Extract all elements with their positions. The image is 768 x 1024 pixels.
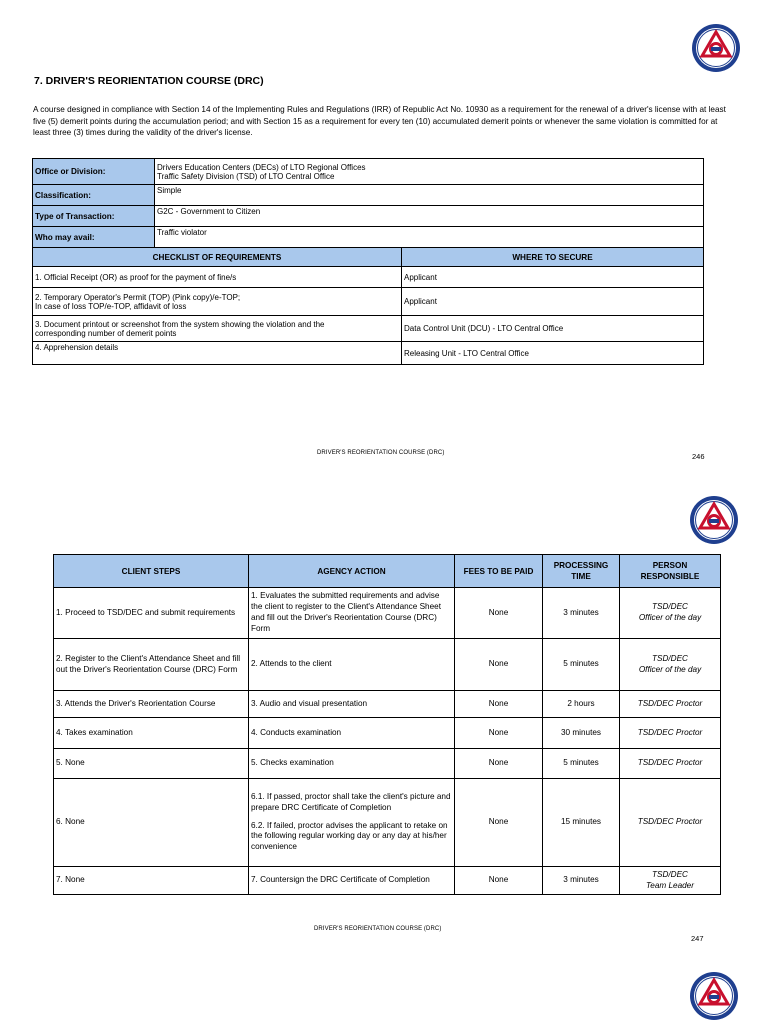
- time-cell: 30 minutes: [543, 718, 620, 749]
- agency-action-text-1: 6.1. If passed, proctor shall take the client's picture and prepare DRC Certificate of Completion: [251, 792, 451, 812]
- client-steps-header: CLIENT STEPS: [54, 555, 249, 588]
- table-row: [54, 588, 721, 639]
- where-cell: Applicant: [402, 288, 704, 316]
- fees-cell: None: [455, 718, 543, 749]
- agency-action-cell: 1. Evaluates the submitted requirements and advise the client to register to the Client's Attendance Sheet and fill out the Driver's Reorientation Course (DRC) Form: [249, 588, 455, 639]
- agency-action-cell: 3. Audio and visual presentation: [249, 691, 455, 718]
- table-row: [54, 779, 721, 867]
- page-title: 7. DRIVER'S REORIENTATION COURSE (DRC): [34, 75, 264, 87]
- page-number: 247: [691, 934, 704, 943]
- person-line-1: TSD/DEC: [652, 653, 688, 663]
- client-steps-table: [53, 554, 721, 895]
- office-value: [155, 159, 704, 185]
- classification-row: [33, 185, 704, 206]
- person-line-1: TSD/DEC: [652, 602, 688, 612]
- client-step-cell: 2. Register to the Client's Attendance Sheet and fill out the Driver's Reorientation Course (DRC) Form: [54, 639, 249, 691]
- time-cell: 15 minutes: [543, 779, 620, 867]
- requirement-text-2: In case of loss TOP/e-TOP, affidavit of loss: [35, 301, 187, 311]
- person-cell: [620, 639, 721, 691]
- table-row: [54, 749, 721, 779]
- avail-label: Who may avail:: [33, 227, 155, 248]
- requirement-text: 4. Apprehension details: [35, 343, 119, 352]
- person-line-2: Officer of the day: [638, 613, 702, 622]
- fees-cell: None: [455, 779, 543, 867]
- requirement-cell: [33, 342, 402, 365]
- time-cell: 3 minutes: [543, 588, 620, 639]
- checklist-header-row: [33, 248, 704, 267]
- page-footer: DRIVER'S REORIENTATION COURSE (DRC): [317, 450, 445, 456]
- table-row: [54, 718, 721, 749]
- person-line-1: TSD/DEC: [652, 869, 688, 879]
- person-header-line-2: RESPONSIBLE: [640, 572, 700, 581]
- client-step-cell: 5. None: [54, 749, 249, 779]
- fees-cell: None: [455, 588, 543, 639]
- lto-seal-logo: [691, 23, 741, 73]
- fees-header: FEES TO BE PAID: [455, 555, 543, 588]
- checklist-row: [33, 267, 704, 288]
- office-row: [33, 159, 704, 185]
- where-cell: Applicant: [402, 267, 704, 288]
- person-cell: TSD/DEC Proctor: [620, 749, 721, 779]
- person-cell: TSD/DEC Proctor: [620, 779, 721, 867]
- person-cell: TSD/DEC Proctor: [620, 718, 721, 749]
- office-value-line-2: Traffic Safety Division (TSD) of LTO Central Office: [157, 171, 335, 181]
- requirement-text: 3. Document printout or screenshot from the system showing the violation and the: [35, 319, 325, 329]
- client-step-cell: 1. Proceed to TSD/DEC and submit requirements: [54, 588, 249, 639]
- classification-label: Classification:: [33, 185, 155, 206]
- requirement-text: 1. Official Receipt (OR) as proof for the payment of fine/s: [35, 272, 237, 282]
- person-line-2: Team Leader: [646, 880, 694, 890]
- checklist-row: [33, 316, 704, 342]
- requirement-text-2: corresponding number of demerit points: [35, 328, 177, 338]
- client-step-cell: 3. Attends the Driver's Reorientation Course: [54, 691, 249, 718]
- requirement-text: 2. Temporary Operator's Permit (TOP) (Pink copy)/e-TOP;: [35, 292, 241, 302]
- page-footer: DRIVER'S REORIENTATION COURSE (DRC): [314, 926, 442, 932]
- transaction-value: G2C - Government to Citizen: [155, 206, 704, 227]
- requirement-cell: [33, 267, 402, 288]
- person-responsible-header: [620, 555, 721, 588]
- person-cell: [620, 588, 721, 639]
- requirement-cell: [33, 288, 402, 316]
- client-step-cell: 6. None: [54, 779, 249, 867]
- office-value-line-1: Drivers Education Centers (DECs) of LTO Regional Offices: [157, 162, 366, 172]
- agency-action-cell: [249, 779, 455, 867]
- requirement-cell: [33, 316, 402, 342]
- time-cell: 5 minutes: [543, 639, 620, 691]
- fees-cell: None: [455, 749, 543, 779]
- classification-value: Simple: [155, 185, 704, 206]
- lto-seal-logo: [689, 971, 739, 1021]
- client-step-cell: 4. Takes examination: [54, 718, 249, 749]
- time-cell: 3 minutes: [543, 867, 620, 895]
- intro-paragraph: A course designed in compliance with Section 14 of the Implementing Rules and Regulations (IRR) of Republic Act No. 10930 as a requirement for the renewal of a driver's license with at least five (5) demerit points during the accumulation period; and with Section 15 as a requirement for every ten (10) accumulated demerit points or whenever the same violation is committed for at least three (3) times during the validity of the driver's license.: [33, 105, 726, 137]
- fees-cell: None: [455, 867, 543, 895]
- where-header: WHERE TO SECURE: [402, 248, 704, 267]
- table-row: [54, 639, 721, 691]
- processing-time-header-line-2: TIME: [571, 572, 591, 581]
- agency-action-cell: 5. Checks examination: [249, 749, 455, 779]
- agency-action-cell: 2. Attends to the client: [249, 639, 455, 691]
- processing-time-header-line-1: PROCESSING: [553, 561, 609, 570]
- lto-seal-logo: [689, 495, 739, 545]
- person-line-2: Officer of the day: [638, 664, 702, 674]
- transaction-row: [33, 206, 704, 227]
- checklist-row: [33, 342, 704, 365]
- checklist-header: CHECKLIST OF REQUIREMENTS: [33, 248, 402, 267]
- office-label: Office or Division:: [33, 159, 155, 185]
- agency-action-cell: 4. Conducts examination: [249, 718, 455, 749]
- page-number: 246: [692, 452, 705, 461]
- person-cell: [620, 867, 721, 895]
- fees-cell: None: [455, 639, 543, 691]
- processing-time-header: [543, 555, 620, 588]
- transaction-label: Type of Transaction:: [33, 206, 155, 227]
- checklist-row: [33, 288, 704, 316]
- time-cell: 5 minutes: [543, 749, 620, 779]
- table-row: [54, 867, 721, 895]
- avail-row: [33, 227, 704, 248]
- time-cell: 2 hours: [543, 691, 620, 718]
- person-header-line-1: PERSON: [652, 561, 688, 570]
- person-cell: TSD/DEC Proctor: [620, 691, 721, 718]
- agency-action-cell: 7. Countersign the DRC Certificate of Completion: [249, 867, 455, 895]
- fees-cell: None: [455, 691, 543, 718]
- steps-header-row: [54, 555, 721, 588]
- where-cell: Data Control Unit (DCU) - LTO Central Office: [402, 316, 704, 342]
- service-info-table: [32, 158, 704, 365]
- where-cell: Releasing Unit - LTO Central Office: [402, 342, 704, 365]
- agency-action-text-2: 6.2. If failed, proctor advises the applicant to retake on the following regular working day or any day at his/her convenience: [251, 820, 448, 852]
- agency-action-header: AGENCY ACTION: [249, 555, 455, 588]
- client-step-cell: 7. None: [54, 867, 249, 895]
- avail-value: Traffic violator: [155, 227, 704, 248]
- table-row: [54, 691, 721, 718]
